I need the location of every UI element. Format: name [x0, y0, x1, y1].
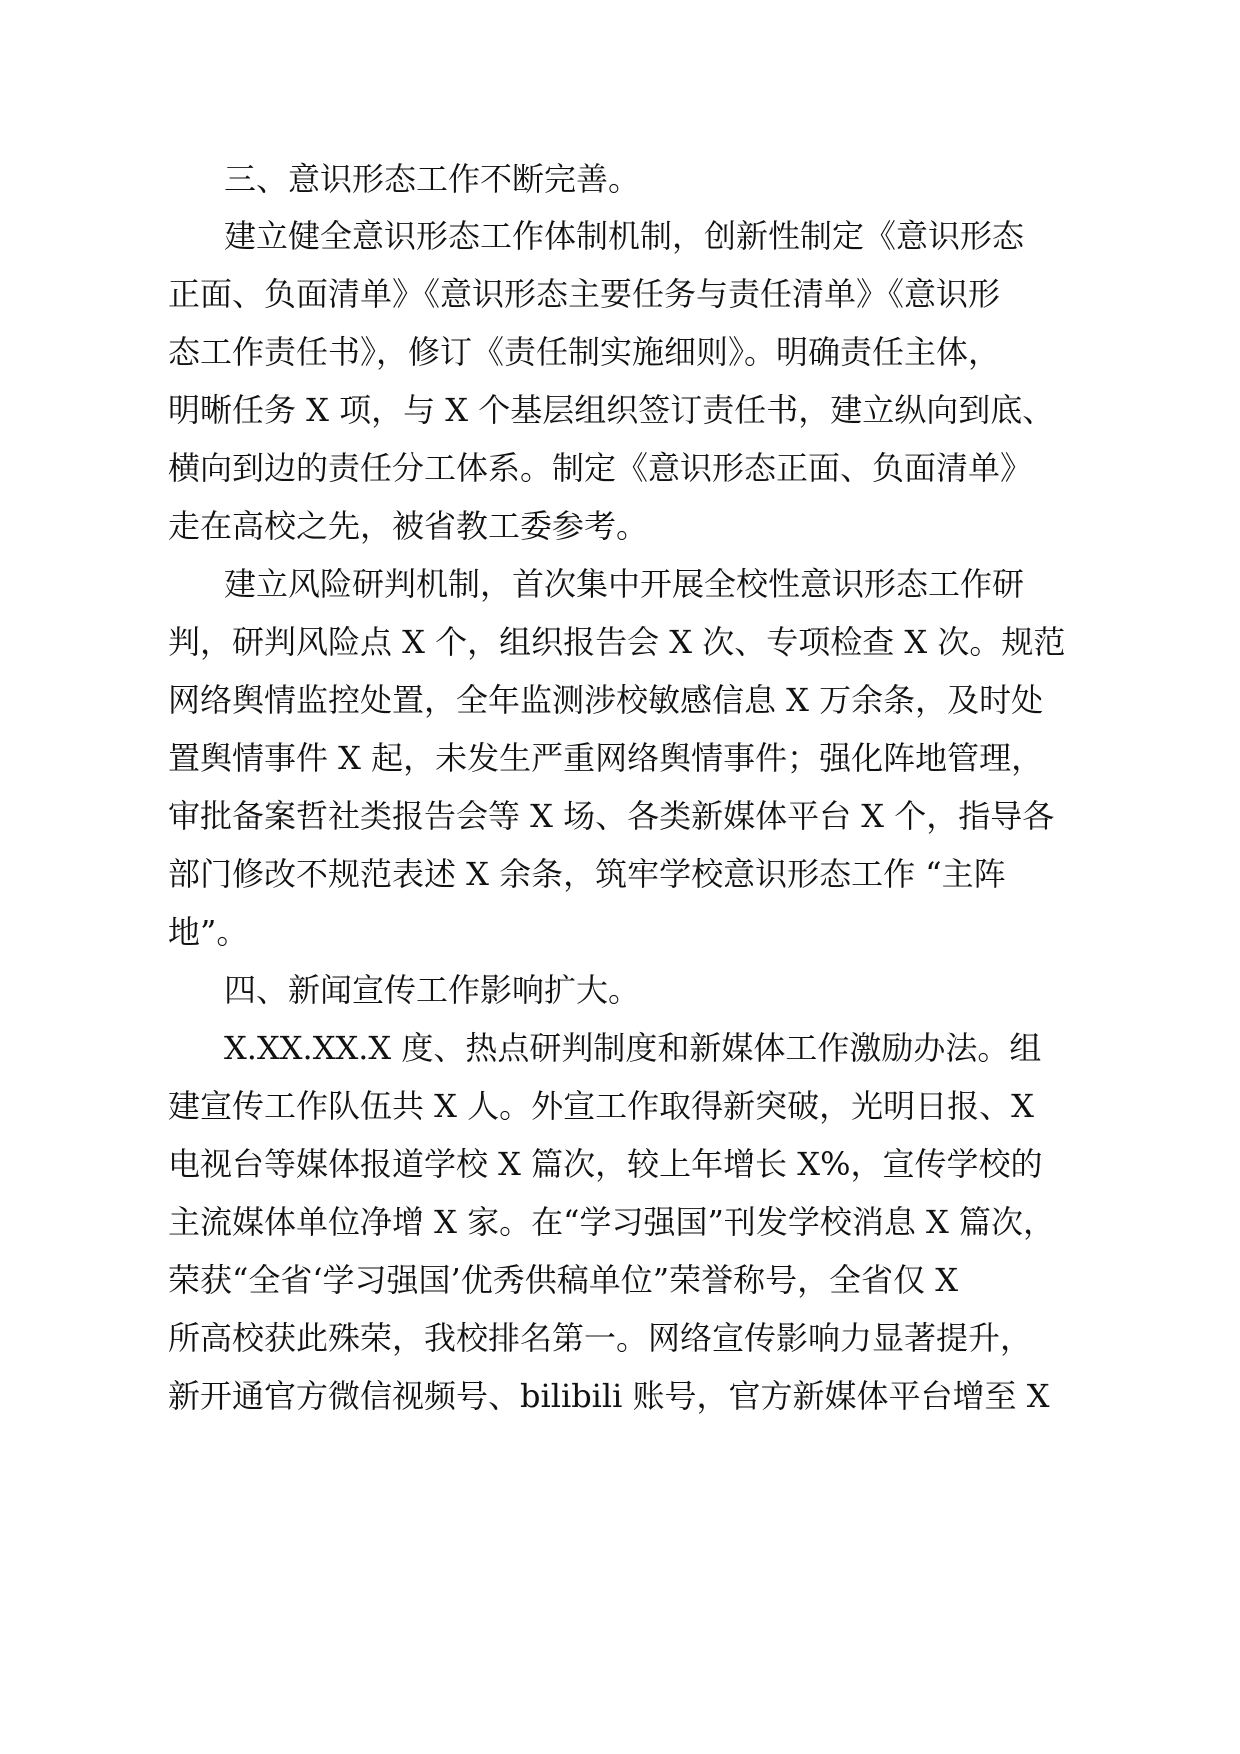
paragraph-line: 电视台等媒体报道学校 X 篇次，较上年增长 X%，宣传学校的	[168, 1145, 1043, 1183]
paragraph-line: 审批备案哲社类报告会等 X 场、各类新媒体平台 X 个，指导各	[168, 797, 1055, 835]
paragraph-line: 建立风险研判机制，首次集中开展全校性意识形态工作研	[224, 565, 1025, 603]
paragraph-line: 横向到边的责任分工体系。制定《意识形态正面、负面清单》	[168, 449, 1033, 487]
paragraph-line: 网络舆情监控处置，全年监测涉校敏感信息 X 万余条，及时处	[168, 681, 1044, 719]
section-heading-4: 四、新闻宣传工作影响扩大。	[224, 971, 641, 1009]
paragraph-line: 置舆情事件 X 起，未发生严重网络舆情事件；强化阵地管理，	[168, 739, 1044, 777]
paragraph-line: 明晰任务 X 项，与 X 个基层组织签订责任书，建立纵向到底、	[168, 391, 1055, 429]
paragraph-line: 所高校获此殊荣，我校排名第一。网络宣传影响力显著提升，	[168, 1319, 1033, 1357]
paragraph-line: 正面、负面清单》《意识形态主要任务与责任清单》《意识形	[168, 275, 1001, 313]
paragraph-line: 部门修改不规范表述 X 余条，筑牢学校意识形态工作 “主阵	[168, 855, 1006, 893]
paragraph-line: 建立健全意识形态工作体制机制，创新性制定《意识形态	[224, 217, 1025, 255]
paragraph-line: 建宣传工作队伍共 X 人。外宣工作取得新突破，光明日报、X	[168, 1087, 1034, 1125]
paragraph-line: 判，研判风险点 X 个，组织报告会 X 次、专项检查 X 次。规范	[168, 623, 1066, 661]
paragraph-line: 新开通官方微信视频号、bilibili 账号，官方新媒体平台增至 X	[168, 1377, 1050, 1415]
paragraph-line: 荣获“全省‘学习强国’优秀供稿单位”荣誉称号，全省仅 X	[168, 1261, 959, 1299]
section-heading-3: 三、意识形态工作不断完善。	[224, 160, 641, 198]
paragraph-line: 走在高校之先，被省教工委参考。	[168, 507, 649, 545]
paragraph-line: X.XX.XX.X 度、热点研判制度和新媒体工作激励办法。组	[224, 1029, 1042, 1067]
paragraph-line: 地”。	[168, 913, 249, 951]
paragraph-line: 态工作责任书》，修订《责任制实施细则》。明确责任主体，	[168, 333, 1001, 371]
paragraph-line: 主流媒体单位净增 X 家。在“学习强国”刊发学校消息 X 篇次，	[168, 1203, 1055, 1241]
